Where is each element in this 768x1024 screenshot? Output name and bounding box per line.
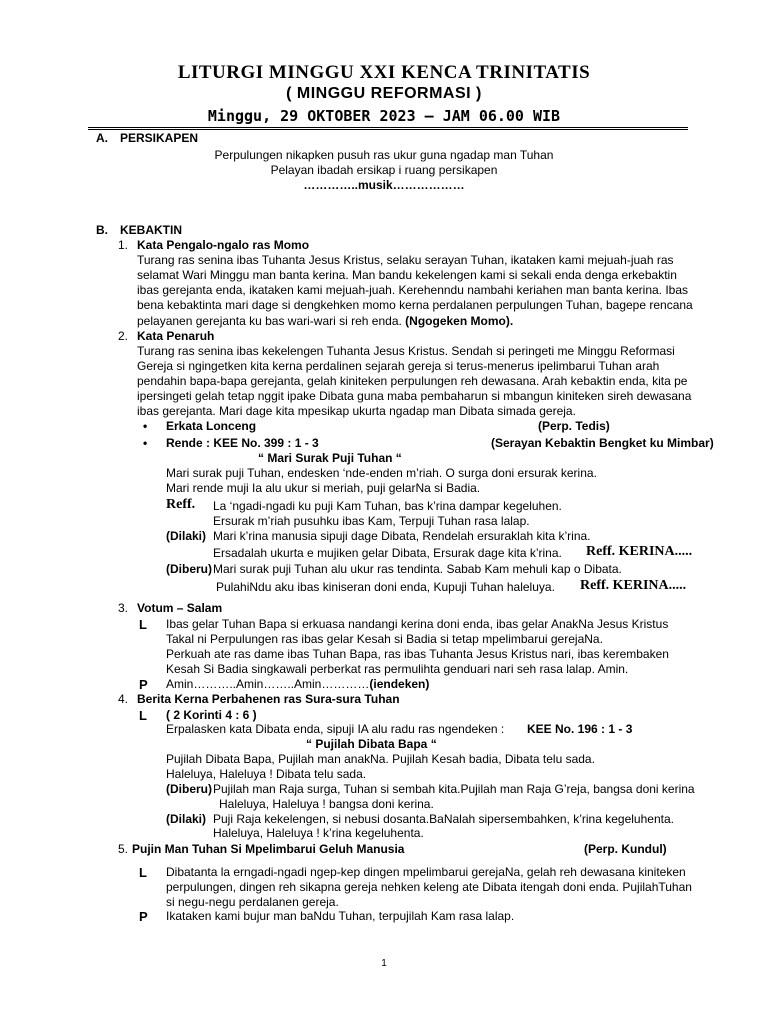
song-line: Haleluya, Haleluya ! Dibata telu sada.	[166, 767, 367, 781]
song-line: Mari rende muji Ia alu ukur si meriah, puji gelarNa si Badia.	[166, 481, 481, 495]
section-a-music: …………..musik………………	[303, 178, 465, 192]
item1-line: selamat Wari Minggu man banta kerina. Man bandu kekelengen kami si sekali enda denga erkebaktin	[137, 268, 677, 282]
item2-line: pendahin bapa-bapa gerejanta, gelah kiniteken perpulungen reh dewasana. Arah kebaktin enda, kita pe	[137, 374, 688, 388]
dilaki-label: (Dilaki)	[166, 812, 207, 826]
item2-line: Turang ras senina ibas kekelengen Tuhanta Jesus Kristus. Sendah si peringeti me Minggu Reformasi	[137, 344, 675, 358]
amin-text: Amin………..Amin……..Amin…………	[166, 677, 370, 691]
scripture-ref: ( 2 Korinti 4 : 6 )	[166, 708, 257, 722]
bullet-rende: Rende : KEE No. 399 : 1 - 3	[166, 436, 319, 450]
section-b-title: KEBAKTIN	[120, 223, 182, 237]
song-line: Ersadalah ukurta e mujiken gelar Dibata, Ersurak dage kita k’rina.	[213, 546, 562, 560]
section-a-title: PERSIKAPEN	[120, 131, 199, 145]
reff-label: Reff.	[166, 497, 196, 512]
people-label: P	[139, 909, 148, 924]
bullet-icon	[143, 419, 147, 434]
leader-label: L	[139, 617, 147, 632]
bullet-icon	[143, 436, 147, 451]
item5-right: (Perp. Kundul)	[584, 842, 667, 856]
people-label: P	[139, 677, 148, 692]
item1-line: ibas gerejanta enda, ikataken kami mejuah-juah. Kerehenndu nambahi keriahen man banta kerina. Ibas	[137, 283, 689, 297]
song-line: Mari surak puji Tuhan, endesken ‘nde-enden m’riah. O surga doni ersurak kerina.	[166, 466, 597, 480]
section-b-letter: B.	[96, 223, 108, 237]
item1-momo-note: (Ngogeken Momo).	[405, 314, 514, 328]
item5-line: perpulungen, dingen reh sikapna gereja nehken keleng ate Dibata itengah doni enda. PujilahTuhan	[166, 880, 692, 894]
item3-line: Perkuah ate ras dame ibas Tuhan Bapa, ras ibas Tuhanta Jesus Kristus nari, ibas kerembaken	[166, 647, 669, 661]
item5-number: 5.	[118, 842, 129, 856]
item2-title: Kata Penaruh	[137, 329, 215, 343]
document-subtitle: ( MINGGU REFORMASI )	[286, 85, 482, 102]
song-line: Haleluya, Haleluya ! bangsa doni kerina.	[219, 797, 434, 811]
item5-line: Ikataken kami bujur man baNdu Tuhan, terpujilah Kam rasa lalap.	[166, 909, 515, 923]
item2-line: ipersingeti gelah tetap nggit ipake Dibata guna maba pembaharun si mbangun kiniteken sireh dewasana	[137, 389, 692, 403]
item3-amin	[166, 677, 429, 692]
reff-kerina-label: Reff. KERINA.....	[580, 578, 687, 593]
item1-number: 1.	[118, 238, 129, 252]
song-line: La ‘ngadi-ngadi ku puji Kam Tuhan, bas k’rina dampar kegeluhen.	[213, 499, 562, 513]
song-line: Mari surak puji Tuhan alu ukur ras tendinta. Sabab Kam mehuli kap o Dibata.	[213, 562, 622, 576]
song-line: Pujilah man Raja surga, Tuhan si sembah kita.Pujilah man Raja G’reja, bangsa doni kerina	[213, 782, 695, 796]
song-line: Ersurak m’riah pusuhku ibas Kam, Terpuji Tuhan rasa lalap.	[213, 514, 530, 528]
item3-line: Kesah Si Badia singkawali perberkat ras permulihta genduari nari seh rasa lalap. Amin.	[166, 662, 629, 676]
item5-title: Pujin Man Tuhan Si Mpelimbarui Geluh Manusia	[132, 842, 405, 856]
song-line: Mari k’rina manusia sipuji dage Dibata, Rendelah ersuraklah kita k’rina.	[213, 529, 591, 543]
item1-line-text: pelayanen gerejanta ku bas wari-wari si reh enda.	[137, 314, 402, 328]
item5-line: Dibatanta la erngadi-ngadi ngep-kep dingen mpelimbarui gerejaNa, gelah reh dewasana kiniteken	[166, 865, 686, 879]
reff-kerina-label: Reff. KERINA.....	[586, 544, 693, 559]
item2-number: 2.	[118, 329, 129, 343]
item1-line	[137, 314, 513, 329]
bullet-lonceng: Erkata Lonceng	[166, 419, 257, 433]
page-number: 1	[381, 958, 387, 969]
item2-line: ibas gerejanta. Mari dage kita mpesikap ukurta ngadap man Dibata simada gereja.	[137, 404, 576, 418]
item4-kee: KEE No. 196 : 1 - 3	[527, 722, 633, 736]
document-title: LITURGI MINGGU XXI KENCA TRINITATIS	[177, 62, 591, 83]
song-line: Puji Raja kekelengen, si nebusi dosanta.BaNalah sipersembahken, k’rina kegeluhenta.	[213, 812, 674, 826]
section-a-letter: A.	[96, 131, 108, 145]
item1-line: Turang ras senina ibas Tuhanta Jesus Kristus, selaku serayan Tuhan, ikataken kami mejuah-juah ras	[137, 253, 674, 267]
song-line: Pujilah Dibata Bapa, Pujilah man anakNa. Pujilah Kesah badia, Dibata telu sada.	[166, 752, 595, 766]
section-a-line2: Pelayan ibadah ersikap i ruang persikapen	[270, 163, 498, 177]
section-a-line1: Perpulungen nikapken pusuh ras ukur guna ngadap man Tuhan	[214, 148, 554, 162]
bullet-lonceng-right: (Perp. Tedis)	[538, 419, 610, 433]
document-date: Minggu, 29 OKTOBER 2023 – JAM 06.00 WIB	[207, 107, 561, 125]
item3-number: 3.	[118, 601, 129, 615]
item1-line: bena kebaktinta mari dage si dengkehken momo kerna perdalanen perpulungen Tuhan, bagepe rencana	[137, 298, 693, 312]
diberu-label: (Diberu)	[166, 562, 212, 576]
item4-line: Erpalasken kata Dibata enda, sipuji IA alu radu ras ngendeken :	[166, 722, 505, 736]
song-line: PulahiNdu aku ibas kiniseran doni enda, Kupuji Tuhan haleluya.	[216, 580, 555, 594]
header-divider	[88, 127, 688, 130]
leader-label: L	[139, 708, 147, 723]
item4-number: 4.	[118, 692, 129, 706]
item3-line: Takal ni Perpulungen ras ibas gelar Kesah si Badia si tetap mpelimbarui gerejaNa.	[166, 632, 603, 646]
song-line: Haleluya, Haleluya ! k’rina kegeluhenta.	[213, 826, 424, 840]
item3-line: Ibas gelar Tuhan Bapa si erkuasa nandangi kerina doni enda, ibas gelar AnakNa Jesus Kristus	[166, 617, 669, 631]
item4-title: Berita Kerna Perbahenen ras Sura-sura Tuhan	[137, 692, 400, 706]
bullet-rende-right: (Serayan Kebaktin Bengket ku Mimbar)	[491, 436, 714, 450]
dilaki-label: (Dilaki)	[166, 529, 207, 543]
item2-line: Gereja si ngingetken kita kerna perdalinen sejarah gereja si terus-menerus ipelimbarui Tuhan arah	[137, 359, 660, 373]
item1-title: Kata Pengalo-ngalo ras Momo	[137, 238, 310, 252]
diberu-label: (Diberu)	[166, 782, 212, 796]
song-title: “ Mari Surak Puji Tuhan “	[258, 451, 402, 465]
amin-note: (iendeken)	[369, 677, 430, 691]
item3-title: Votum – Salam	[137, 601, 223, 615]
item5-line: si negu-negu perdalanen gereja.	[166, 895, 339, 909]
song-title: “ Pujilah Dibata Bapa “	[306, 737, 437, 751]
leader-label: L	[139, 865, 147, 880]
